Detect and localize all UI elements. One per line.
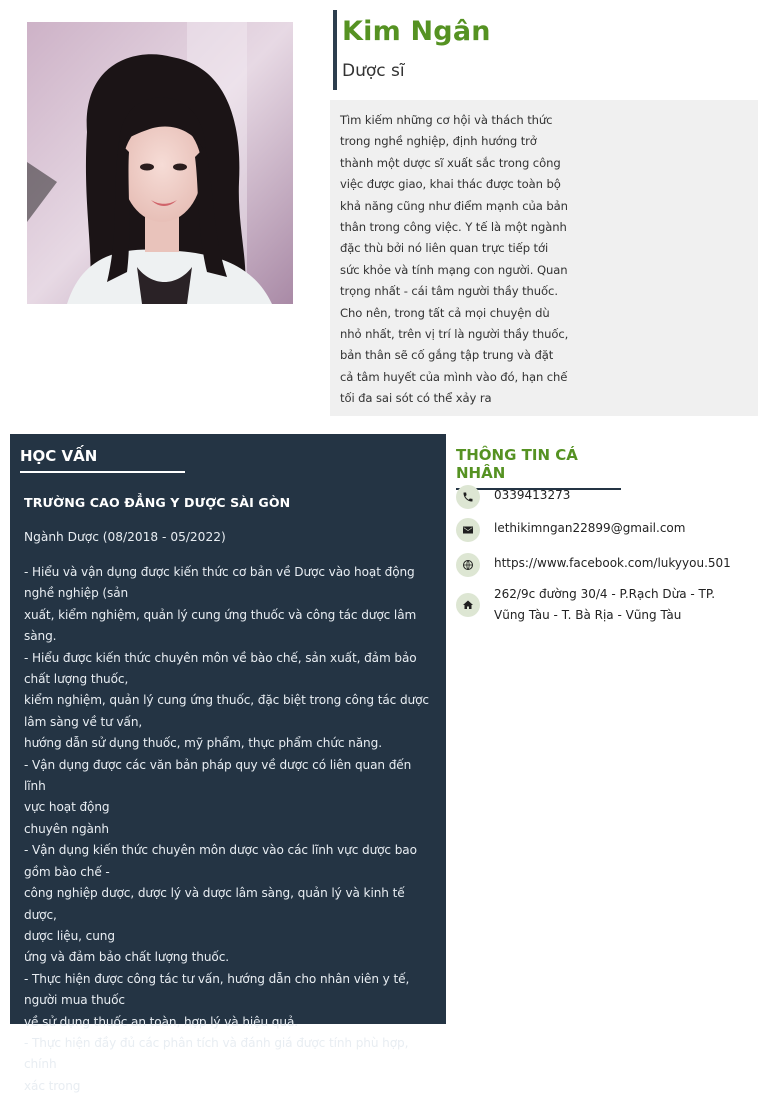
candidate-name: Kim Ngân <box>342 16 491 47</box>
personal-info-title: THÔNG TIN CÁ NHÂN <box>456 446 621 490</box>
phone-number[interactable]: 0339413273 <box>494 488 571 502</box>
education-details: - Hiểu và vận dụng được kiến thức cơ bản về Dược vào hoạt động nghề nghiệp (sản xuất, kiểm nghiệm, quản lý cung ứng thuốc và công tác dược lâm sàng. - Hiểu được kiến thức chuyên môn về bào chế, sản xuất, đảm bảo chất lượng thuốc, kiểm nghiệm, quản lý cung ứng thuốc, đặc biệt trong công tác dược lâm sàng về tư vấn, hướng dẫn sử dụng thuốc, mỹ phẩm, thực phẩm chức năng. - Vận dụng được các văn bản pháp quy về dược có liên quan đến lĩnh vực hoạt động chuyên ngành - Vận dụng kiến thức chuyên môn dược vào các lĩnh vực dược bao gồm bào chế - công nghiệp dược, dược lý và dược lâm sàng, quản lý và kinh tế dược, dược liệu, cung ứng và đảm bảo chất lượng thuốc. - Thực hiện được công tác tư vấn, hướng dẫn cho nhân viên y tế, người mua thuốc về sử dụng thuốc an toàn, hợp lý và hiệu quả. - Thực hiện đầy đủ các phân tích và đánh giá được tính phù hợp, chính xác trong <box>24 565 429 1093</box>
website-link[interactable]: https://www.facebook.com/lukyyou.501 <box>494 556 731 570</box>
phone-icon <box>456 485 480 509</box>
career-objective-text: Tìm kiếm những cơ hội và thách thức trong nghề nghiệp, định hướng trở thành một dược sĩ xuất sắc trong công việc được giao, khai thác được toàn bộ khả năng cũng như điểm mạnh của bản thân trong công việc. Y tế là một ngành đặc thù bởi nó liên quan trực tiếp tới sức khỏe và tính mạng con người. Quan trọng nhất - cái tâm người thầy thuốc. Cho nên, trong tất cả mọi chuyện dù nhỏ nhất, trên vị trí là người thầy thuốc, bản thân sẽ cố gắng tập trung và đặt cả tâm huyết của mình vào đó, hạn chế tối đa sai sót có thể xảy ra <box>340 113 569 406</box>
home-icon <box>456 593 480 617</box>
personal-info-panel <box>456 446 761 622</box>
contact-website <box>456 553 754 577</box>
school-name: TRƯỜNG CAO ĐẲNG Y DƯỢC SÀI GÒN <box>24 495 291 510</box>
education-panel <box>10 434 446 1093</box>
envelope-icon <box>456 518 480 542</box>
email-address[interactable]: lethikimngan22899@gmail.com <box>494 521 686 535</box>
career-objective <box>330 100 758 416</box>
major-and-dates: Ngành Dược (08/2018 - 05/2022) <box>24 530 226 544</box>
contact-address <box>456 584 754 626</box>
name-block <box>333 10 491 90</box>
profile-photo <box>27 22 293 304</box>
globe-icon <box>456 553 480 577</box>
contact-phone <box>456 485 754 509</box>
contact-email <box>456 518 754 542</box>
home-address: 262/9c đường 30/4 - P.Rạch Dừa - TP. Vũng Tàu - T. Bà Rịa - Vũng Tàu <box>494 587 716 622</box>
education-title: HỌC VẤN <box>20 447 185 473</box>
job-title: Dược sĩ <box>342 61 405 81</box>
portrait-illustration <box>27 22 293 304</box>
